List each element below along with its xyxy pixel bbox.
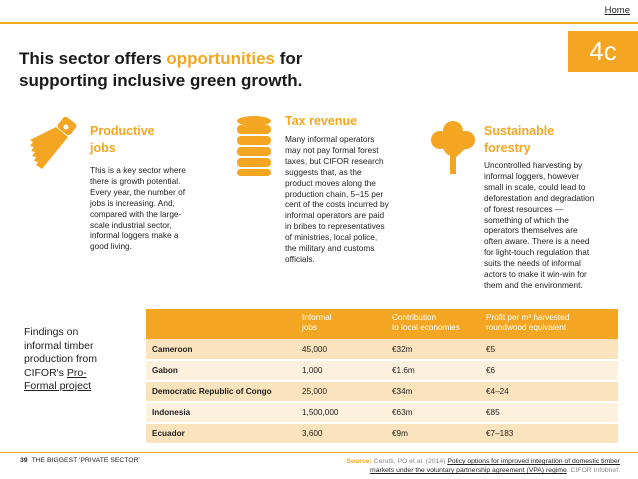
cell-contribution: €1.6m — [386, 360, 480, 381]
top-divider — [0, 22, 638, 24]
table-header-row — [146, 309, 618, 339]
cell-contribution: €34m — [386, 381, 480, 402]
pillar-line: scale industrial sector, — [90, 219, 172, 230]
page-headline — [19, 48, 489, 92]
pillar-line: may not pay formal forest — [285, 144, 379, 155]
pillar-line: production chain, 5–15 per — [285, 188, 384, 199]
pillar-line: suggests that, as the — [285, 166, 362, 177]
table-row — [146, 402, 618, 423]
cell-profit: €85 — [480, 402, 618, 423]
cell-jobs: 3,600 — [296, 423, 386, 444]
pillar-line: good living. — [90, 241, 132, 252]
cell-jobs: 1,000 — [296, 360, 386, 381]
pillar-line: there is growth potential. — [90, 175, 181, 186]
pillar-line: operators themselves are — [484, 225, 578, 236]
pillar-line: informal operators are paid — [285, 210, 385, 221]
pillar-text-productive-jobs — [90, 165, 186, 252]
cell-profit: €5 — [480, 339, 618, 360]
pillar-line: informal loggers, however — [484, 170, 579, 181]
headline-part1: This sector offers — [19, 49, 167, 68]
cell-country: Indonesia — [146, 402, 296, 423]
pillar-line: Every year, the number of — [90, 186, 186, 197]
header-informal-jobs: Informal jobs — [296, 309, 386, 339]
pillar-line: for light-touch regulation that — [484, 247, 590, 258]
pillar-line: suits the needs of informal — [484, 258, 581, 269]
cell-country: Gabon — [146, 360, 296, 381]
pillar-line: Uncontrolled harvesting by — [484, 160, 583, 170]
pillar-title-tax-revenue: Tax revenue — [285, 114, 358, 128]
saw-icon — [26, 117, 78, 173]
pillar-line: compared with the large- — [90, 208, 182, 219]
cell-profit: €7–183 — [480, 423, 618, 444]
headline-line2: supporting inclusive green growth. — [19, 71, 303, 90]
coin-stack-icon — [235, 115, 273, 177]
pillar-line: the military and customs — [285, 243, 375, 254]
header-profit: Profit per m³ harvested roundwood equivalent — [480, 309, 618, 339]
table-row — [146, 423, 618, 444]
page-number: 39 — [20, 457, 28, 464]
pillar-line: of ministries, local police, — [285, 232, 378, 243]
pillar-line: jobs is increasing. And, — [90, 197, 175, 208]
pillar-line: of forest resources — — [484, 203, 564, 214]
cell-jobs: 1,500,000 — [296, 402, 386, 423]
pillar-line: cent of the costs incurred by — [285, 199, 389, 210]
bottom-divider — [0, 452, 638, 453]
pillar-line: in bribes to representatives — [285, 221, 385, 232]
cell-jobs: 45,000 — [296, 339, 386, 360]
cell-country: Cameroon — [146, 339, 296, 360]
table-row — [146, 339, 618, 360]
cell-profit: €4–24 — [480, 381, 618, 402]
source-link[interactable]: Policy options for improved integration of domestic timber — [447, 458, 620, 465]
source-citation: Source: Cerutti, PO et al. (2014) Policy options for improved integration of domestic timber markets under the voluntary partnership agreement (VPA) regime. CIFOR Infobrief. — [346, 458, 620, 474]
page-footer — [20, 457, 140, 464]
pillar-line: Many informal operators — [285, 134, 375, 144]
cell-country: Ecuador — [146, 423, 296, 444]
pillar-line: product moves along the — [285, 177, 376, 188]
pro-formal-project-link-cont[interactable]: Formal project — [24, 380, 92, 392]
pillar-line: deforestation and degradation — [484, 192, 595, 203]
informal-timber-table — [146, 309, 618, 445]
pillar-line: officials. — [285, 253, 315, 264]
table-row — [146, 360, 618, 381]
header-country — [146, 309, 296, 339]
pillar-title-sustainable-forestry: Sustainable forestry — [484, 124, 555, 155]
cell-contribution: €32m — [386, 339, 480, 360]
pillar-text-tax-revenue — [285, 134, 389, 265]
header-contribution: Contribution to local economies — [386, 309, 480, 339]
pro-formal-project-link[interactable]: Pro- — [66, 366, 87, 379]
pillar-line: often aware. There is a need — [484, 236, 590, 247]
pillar-line: taxes, but CIFOR research — [285, 155, 384, 166]
pillar-line: actors to make it win-win for — [484, 269, 587, 280]
pillar-text-sustainable-forestry — [484, 160, 594, 291]
pillar-title-productive-jobs: Productive jobs — [90, 124, 155, 155]
report-title: THE BIGGEST 'PRIVATE SECTOR' — [31, 457, 140, 464]
headline-part2: for — [274, 49, 303, 68]
source-link-cont[interactable]: markets under the voluntary partnership agreement (VPA) regime — [370, 467, 567, 474]
home-link[interactable]: Home — [604, 5, 630, 16]
pillar-line: informal loggers make a — [90, 230, 179, 241]
cell-contribution: €9m — [386, 423, 480, 444]
findings-caption: Findings on informal timber production from CIFOR's Pro- Formal project — [24, 326, 97, 392]
cell-country: Democratic Republic of Congo — [146, 381, 296, 402]
table-row — [146, 381, 618, 402]
cell-profit: €6 — [480, 360, 618, 381]
pillar-line: something of which the — [484, 214, 569, 225]
pillar-line: small in scale, could lead to — [484, 181, 586, 192]
cell-contribution: €63m — [386, 402, 480, 423]
pillar-line: This is a key sector where — [90, 165, 186, 175]
cell-jobs: 25,000 — [296, 381, 386, 402]
headline-highlight: opportunities — [166, 49, 275, 68]
section-badge: 4c — [568, 31, 638, 72]
tree-icon — [428, 118, 478, 176]
pillar-line: them and the environment. — [484, 279, 583, 290]
